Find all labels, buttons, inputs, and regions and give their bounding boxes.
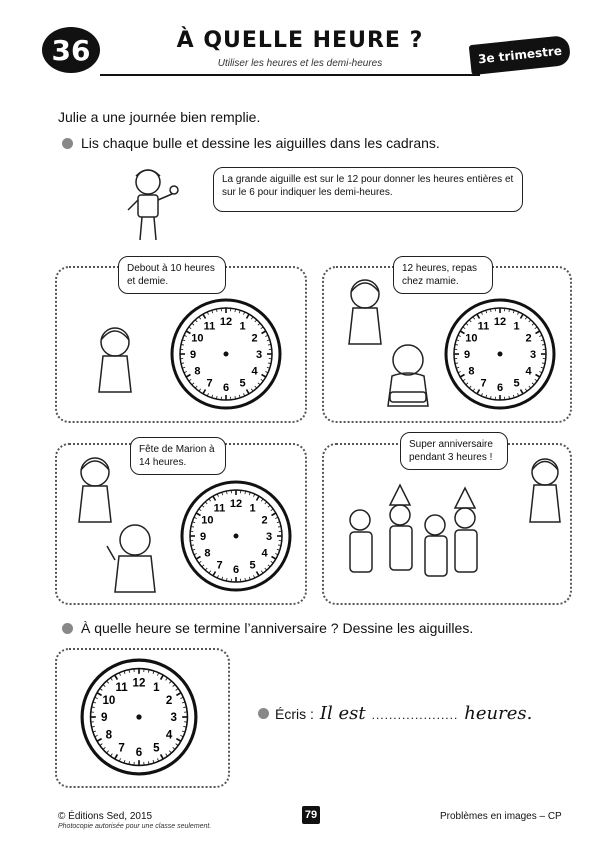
clock-number: 9 bbox=[199, 531, 207, 543]
clock-number: 8 bbox=[468, 365, 475, 378]
clock-number: 8 bbox=[105, 729, 113, 742]
clock-number: 6 bbox=[222, 382, 230, 394]
clock-number: 4 bbox=[525, 365, 532, 378]
write-suffix: heures. bbox=[464, 703, 533, 724]
clock-number: 3 bbox=[170, 712, 177, 725]
clock-number: 9 bbox=[463, 349, 471, 361]
julie-illustration-3 bbox=[65, 450, 125, 525]
clock-number: 11 bbox=[477, 320, 490, 333]
clock-number: 12 bbox=[229, 498, 243, 510]
instruction-2 bbox=[62, 620, 473, 636]
instruction-1 bbox=[62, 135, 440, 151]
clock-1[interactable] bbox=[170, 298, 282, 410]
lesson-number-badge: 36 bbox=[42, 27, 100, 73]
clock-number: 7 bbox=[480, 377, 487, 390]
header-rule bbox=[100, 74, 480, 76]
clock-number: 1 bbox=[239, 320, 246, 333]
clock-number: 2 bbox=[261, 514, 268, 527]
panel-1-bubble: Debout à 10 heures et demie. bbox=[118, 256, 226, 294]
grandma-illustration bbox=[378, 340, 438, 412]
clock-number: 12 bbox=[493, 316, 507, 328]
clock-center bbox=[234, 534, 239, 539]
clock-number: 10 bbox=[102, 694, 116, 707]
page-number: 79 bbox=[302, 806, 320, 824]
clock-number: 2 bbox=[165, 694, 173, 707]
clock-number: 4 bbox=[261, 547, 268, 560]
page-title: À QUELLE HEURE ? bbox=[176, 28, 424, 53]
clock-number: 5 bbox=[153, 742, 160, 755]
answer-blank[interactable]: .................... bbox=[371, 708, 459, 722]
clock-number: 1 bbox=[153, 682, 160, 695]
write-label: Écris : bbox=[275, 706, 314, 722]
bullet-icon bbox=[258, 708, 269, 719]
clock-2[interactable] bbox=[444, 298, 556, 410]
clock-number: 6 bbox=[496, 382, 504, 394]
birthday-party-illustration bbox=[335, 480, 485, 590]
intro-text: Julie a une journée bien remplie. bbox=[58, 109, 261, 125]
clock-number: 12 bbox=[219, 316, 233, 328]
clock-number: 8 bbox=[204, 547, 211, 560]
clock-number: 7 bbox=[118, 742, 125, 755]
instruction-2-text: À quelle heure se termine l’anniversaire ? Dessine les aiguilles. bbox=[81, 620, 474, 636]
clock-center bbox=[498, 352, 503, 357]
clock-number: 5 bbox=[239, 377, 246, 390]
bullet-icon bbox=[62, 623, 73, 634]
panel-2-bubble: 12 heures, repas chez mamie. bbox=[393, 256, 493, 294]
clock-number: 5 bbox=[513, 377, 520, 390]
clock-number: 9 bbox=[189, 349, 197, 361]
clock-answer[interactable] bbox=[80, 658, 198, 776]
instruction-1-text: Lis chaque bulle et dessine les aiguilles dans les cadrans. bbox=[81, 135, 440, 151]
clock-number: 5 bbox=[249, 559, 256, 572]
clock-number: 10 bbox=[201, 514, 214, 527]
clock-3[interactable] bbox=[180, 480, 292, 592]
clock-number: 11 bbox=[203, 320, 216, 333]
clock-number: 6 bbox=[232, 564, 240, 576]
clock-number: 12 bbox=[132, 677, 146, 690]
clock-number: 3 bbox=[255, 349, 263, 361]
marion-illustration bbox=[103, 520, 165, 595]
clock-number: 11 bbox=[115, 682, 128, 695]
clock-number: 3 bbox=[529, 349, 537, 361]
boy-illustration bbox=[120, 160, 190, 245]
bullet-icon bbox=[62, 138, 73, 149]
write-answer-line bbox=[258, 703, 532, 724]
series-name: Problèmes en images – CP bbox=[440, 811, 562, 822]
term-tag: 3e trimestre bbox=[469, 35, 572, 75]
clock-number: 7 bbox=[216, 559, 223, 572]
copyright: © Éditions Sed, 2015 bbox=[58, 811, 153, 822]
panel-4-bubble: Super anniversaire pendant 3 heures ! bbox=[400, 432, 508, 470]
clock-number: 2 bbox=[251, 332, 258, 345]
clock-number: 1 bbox=[249, 502, 256, 515]
julie-illustration-1 bbox=[85, 320, 145, 395]
clock-number: 7 bbox=[206, 377, 213, 390]
clock-number: 1 bbox=[513, 320, 520, 333]
clock-number: 10 bbox=[191, 332, 204, 345]
clock-number: 4 bbox=[165, 729, 173, 742]
clock-number: 9 bbox=[101, 712, 108, 725]
clock-number: 4 bbox=[251, 365, 258, 378]
clock-number: 6 bbox=[135, 746, 143, 759]
copy-note: Photocopie autorisée pour une classe seulement. bbox=[58, 823, 212, 830]
clock-center bbox=[136, 714, 141, 719]
hint-bubble: La grande aiguille est sur le 12 pour donner les heures entières et sur le 6 pour indiquer les demi-heures. bbox=[213, 167, 523, 212]
clock-number: 11 bbox=[213, 502, 226, 515]
clock-number: 10 bbox=[465, 332, 478, 345]
write-prefix: Il est bbox=[319, 703, 366, 724]
clock-center bbox=[224, 352, 229, 357]
julie-illustration-4 bbox=[520, 450, 570, 525]
clock-number: 3 bbox=[265, 531, 273, 543]
panel-3-bubble: Fête de Marion à 14 heures. bbox=[130, 437, 226, 475]
clock-number: 2 bbox=[525, 332, 532, 345]
page-subtitle: Utiliser les heures et les demi-heures bbox=[217, 58, 383, 69]
clock-number: 8 bbox=[194, 365, 201, 378]
julie-illustration-2 bbox=[335, 272, 395, 347]
